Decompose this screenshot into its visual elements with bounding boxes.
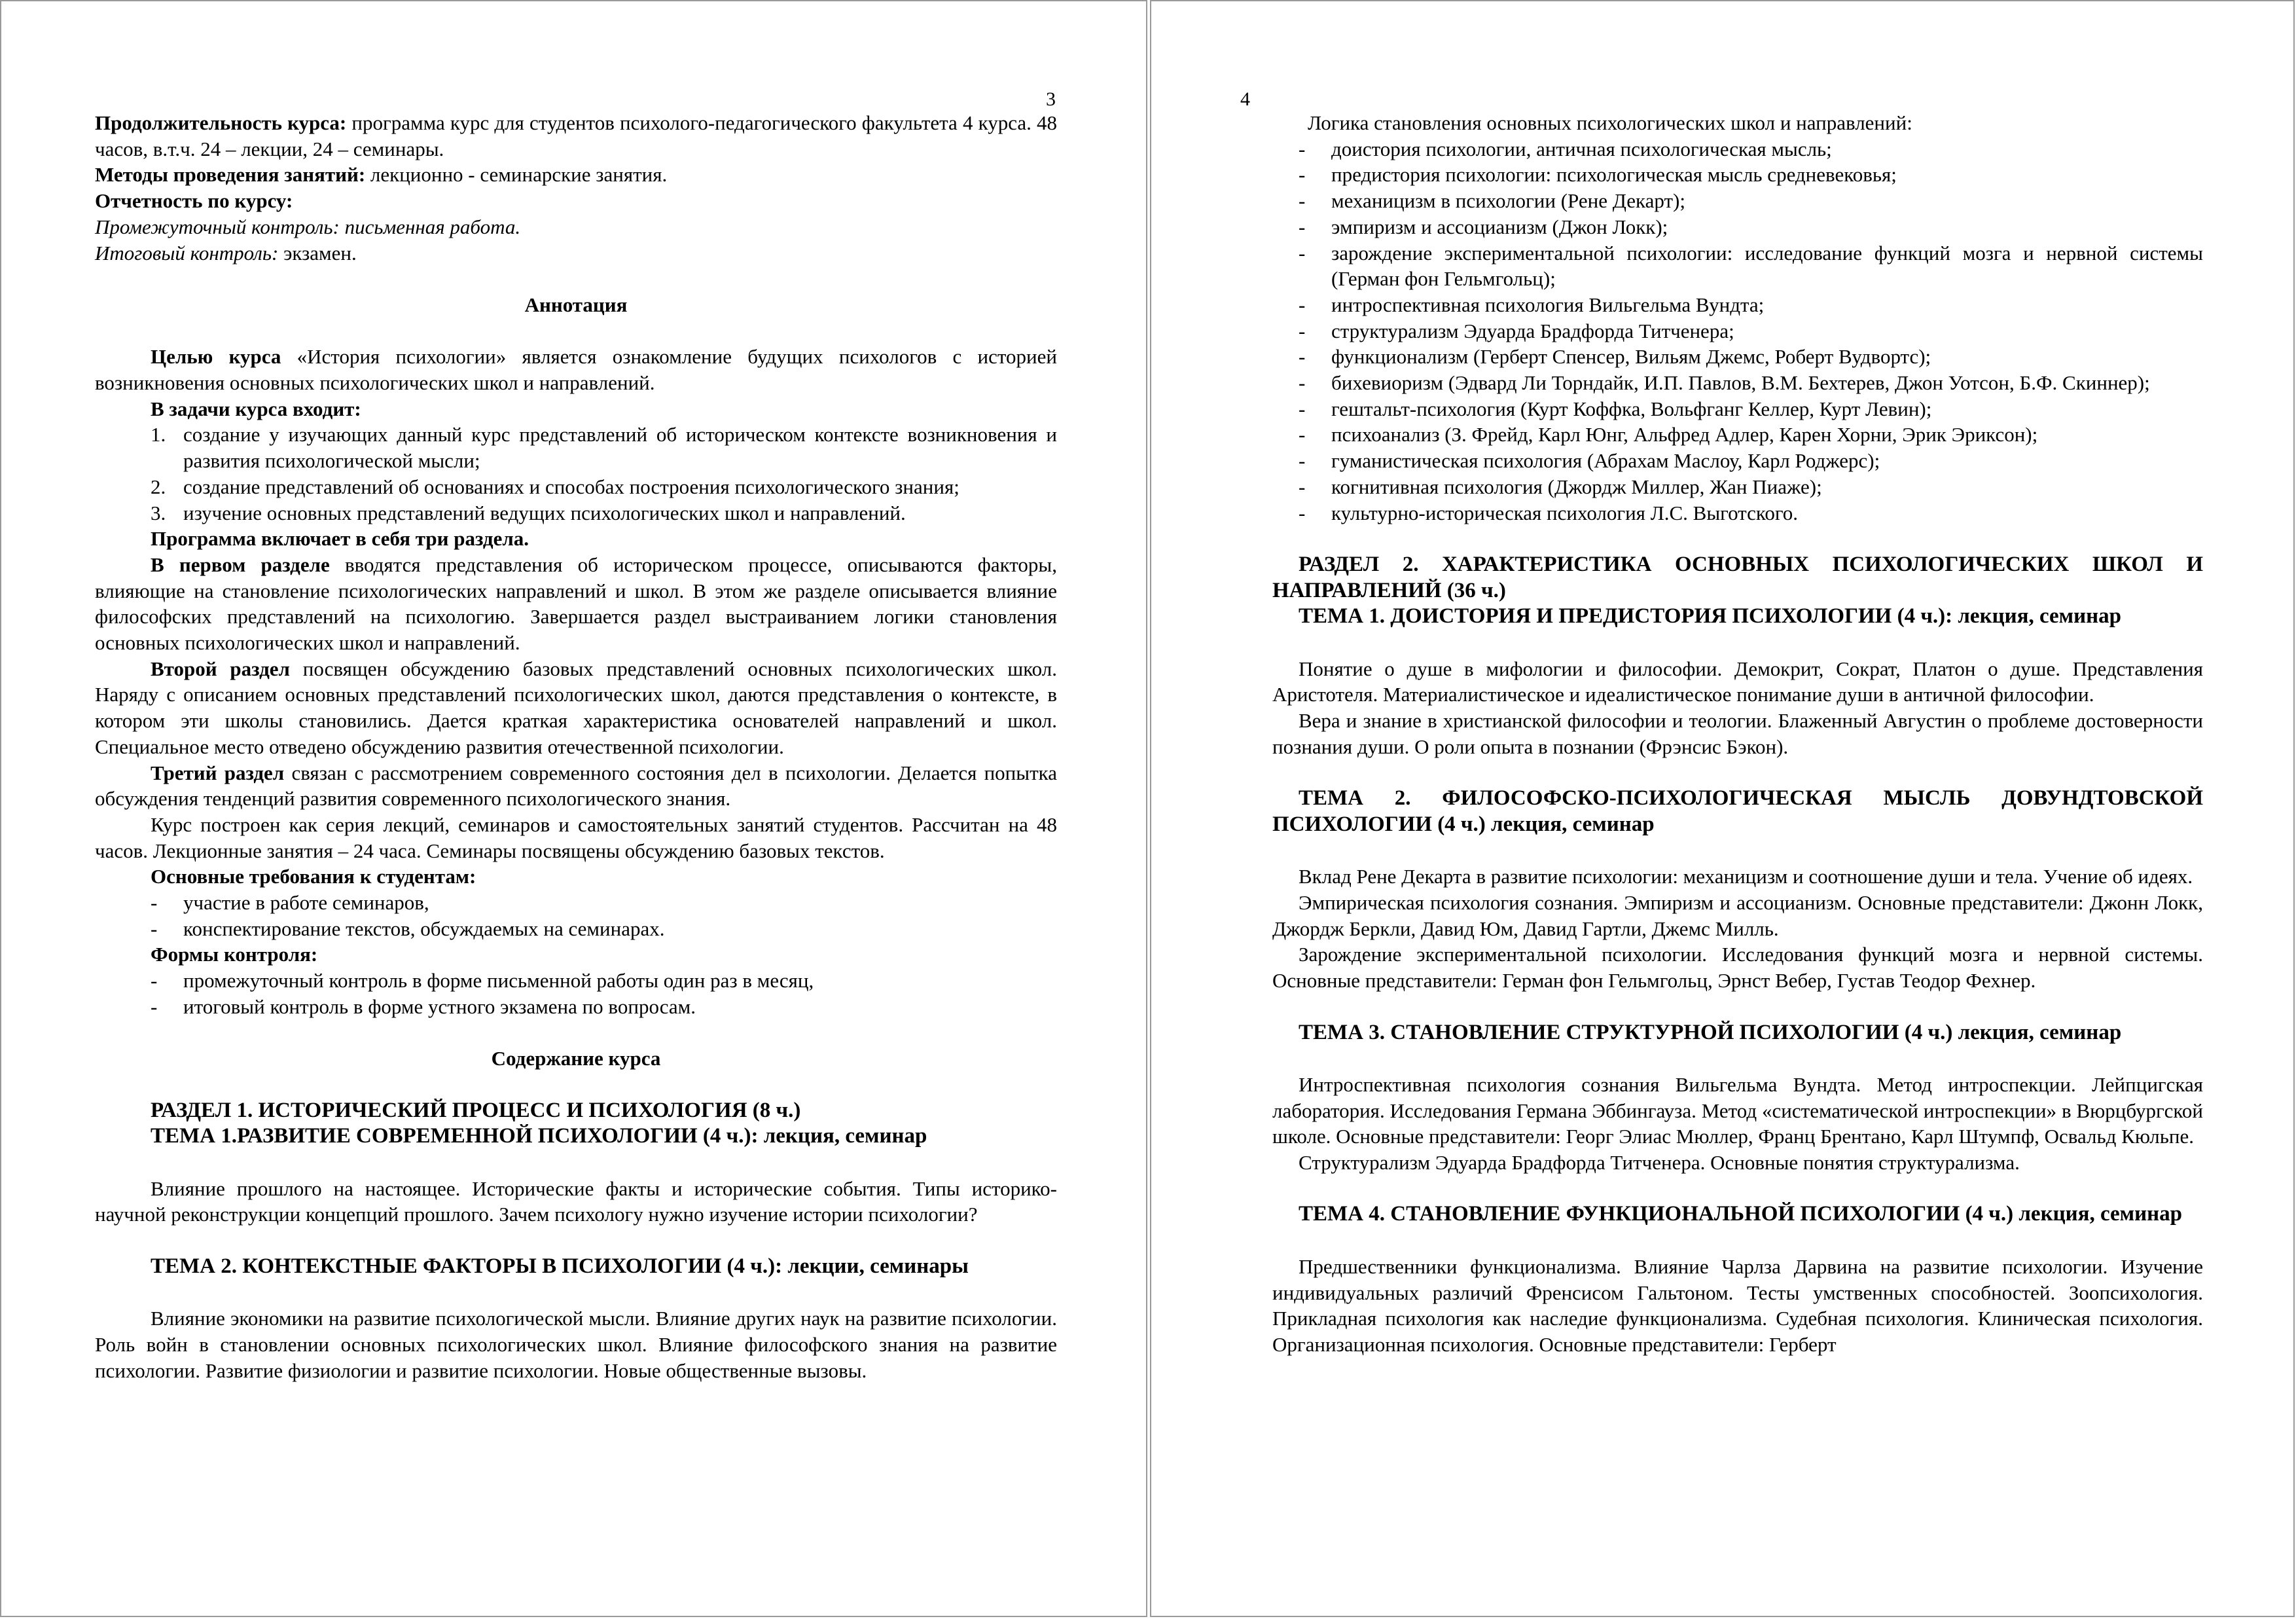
list-item	[1272, 396, 2203, 422]
methods-text: лекционно - семинарские занятия.	[365, 163, 668, 187]
logic-title: Логика становления основных психологических школ и направлений:	[1308, 111, 1912, 134]
topic1-heading: ТЕМА 1. ДОИСТОРИЯ И ПРЕДИСТОРИЯ ПСИХОЛОГИИ (4 ч.): лекция, семинар	[1299, 604, 2122, 629]
item-text: механицизм в психологии (Рене Декарт);	[1331, 189, 1685, 213]
item-text: доистория психологии, античная психологическая мысль;	[1331, 137, 1832, 160]
forms-list	[95, 968, 1057, 1019]
page-number: 4	[1240, 88, 1250, 110]
bullet-dash: -	[1299, 423, 1306, 447]
course-methods	[95, 162, 1057, 188]
course-duration	[95, 110, 1057, 162]
topic4-heading: ТЕМА 4. СТАНОВЛЕНИЕ ФУНКЦИОНАЛЬНОЙ ПСИХОЛОГИИ (4 ч.) лекция, семинар	[1299, 1202, 2183, 1226]
section1-text: вводятся представления об историческом процессе, описываются факторы, влияющие на становление психологических направлений и школ. В этом же разделе описывается влияние философских представлений на психологию. Завершается раздел выстраиванием логики становления основных психологических школ и направлений.	[95, 553, 1057, 655]
list-item	[1272, 240, 2203, 292]
bullet-dash: -	[151, 917, 158, 940]
item-text: бихевиоризм (Эдвард Ли Торндайк, И.П. Павлов, В.М. Бехтерев, Джон Уотсон, Б.Ф. Скиннер);	[1331, 371, 2150, 395]
item-text: создание у изучающих данный курс представлений об историческом контексте возникновения и развития психологической мысли;	[183, 423, 1057, 473]
duration-label: Продолжительность курса:	[95, 111, 347, 134]
item-text: функционализм (Герберт Спенсер, Вильям Джемс, Роберт Вудвортс);	[1331, 345, 1931, 369]
list-item	[1272, 318, 2203, 344]
topic1-paragraph: Влияние прошлого на настоящее. Исторические факты и исторические события. Типы историко-научной реконструкции концепций прошлого. Зачем психологу нужно изучение истории психологии?	[95, 1176, 1057, 1226]
list-item	[1272, 370, 2203, 396]
schools-list	[1272, 136, 2203, 526]
item-text: гештальт-психология (Курт Коффка, Вольфганг Келлер, Курт Левин);	[1331, 397, 1932, 420]
topic3-heading: ТЕМА 3. СТАНОВЛЕНИЕ СТРУКТУРНОЙ ПСИХОЛОГИИ (4 ч.) лекция, семинар	[1299, 1020, 2122, 1044]
item-text: конспектирование текстов, обсуждаемых на семинарах.	[183, 917, 665, 940]
item-text: изучение основных представлений ведущих психологических школ и направлений.	[183, 501, 906, 524]
topic4-paragraph: Предшественники функционализма. Влияние Чарлза Дарвина на развитие психологии. Изучение индивидуальных различий Френсисом Гальтоном. Тесты умственных способностей. Зоопсихология. Прикладная психология как наследие функционализма. Судебная психология. Клиническая психология. Организационная психология. Основные представители: Герберт	[1272, 1254, 2203, 1356]
bullet-dash: -	[1299, 475, 1306, 498]
section3-paragraph	[95, 760, 1057, 812]
list-item	[95, 422, 1057, 473]
bullet-dash: -	[1299, 241, 1306, 264]
final-control-text: экзамен.	[278, 241, 357, 264]
list-item	[1272, 344, 2203, 370]
list-item	[95, 474, 1057, 500]
tasks-list	[95, 422, 1057, 526]
topic2-heading: ТЕМА 2. КОНТЕКСТНЫЕ ФАКТОРЫ В ПСИХОЛОГИИ (4 ч.): лекции, семинары	[151, 1254, 969, 1278]
bullet-dash: -	[1299, 293, 1306, 316]
topic3-paragraph: Интроспективная психология сознания Вильгельма Вундта. Метод интроспекции. Лейпцигская лаборатория. Исследования Германа Эббингауза. Метод «систематической интроспекции» в Вюрцбургской школе. Основные представители: Георг Элиас Мюллер, Франц Брентано, Карл Штумпф, Освальд Кюльпе.	[1272, 1072, 2203, 1148]
goal-paragraph	[95, 344, 1057, 395]
item-text: когнитивная психология (Джордж Миллер, Жан Пиаже);	[1331, 475, 1822, 498]
item-text: промежуточный контроль в форме письменной работы один раз в месяц,	[183, 969, 814, 993]
item-text: гуманистическая психология (Абрахам Маслоу, Карл Роджерс);	[1331, 449, 1880, 473]
list-item	[1272, 422, 2203, 448]
item-text: предистория психологии: психологическая мысль средневековья;	[1331, 163, 1897, 187]
list-item	[1272, 474, 2203, 500]
requirements-title: Основные требования к студентам:	[151, 865, 476, 888]
section2-paragraph	[95, 656, 1057, 760]
interim-control: Промежуточный контроль: письменная работа.	[95, 215, 521, 238]
item-number: 3.	[151, 501, 166, 524]
list-item	[1272, 292, 2203, 318]
list-item	[1272, 188, 2203, 214]
page-3	[0, 0, 1147, 1617]
section1-paragraph	[95, 552, 1057, 656]
final-control	[95, 240, 1057, 266]
list-item	[1272, 162, 2203, 188]
item-text: эмпиризм и ассоцианизм (Джон Локк);	[1331, 215, 1668, 238]
list-item	[1272, 136, 2203, 162]
bullet-dash: -	[1299, 189, 1306, 213]
section2-text: посвящен обсуждению базовых представлений основных психологических школ. Наряду с описанием основных представлений психологических школ, даются представления о контексте, в котором эти школы становились. Дается краткая характеристика основателей направлений и школ. Специальное место отведено обсуждению развития отечественной психологии.	[95, 657, 1057, 758]
section2-label: Второй раздел	[151, 657, 290, 680]
page-4	[1150, 0, 2295, 1617]
bullet-dash: -	[1299, 137, 1306, 160]
page-3-content	[95, 110, 1057, 1383]
page-number: 3	[1046, 88, 1056, 110]
list-item	[95, 500, 1057, 526]
item-text: создание представлений об основаниях и способах построения психологического знания;	[183, 475, 960, 498]
topic2-paragraph: Зарождение экспериментальной психологии. Исследования функций мозга и нервной системы. Основные представители: Герман фон Гельмгольц, Эрнст Вебер, Густав Теодор Фехнер.	[1272, 943, 2203, 993]
final-control-label: Итоговый контроль:	[95, 241, 279, 264]
bullet-dash: -	[151, 994, 158, 1018]
item-text: итоговый контроль в форме устного экзамена по вопросам.	[183, 994, 696, 1018]
topic2-paragraph: Вклад Рене Декарта в развитие психологии: механицизм и соотношение души и тела. Учение об идеях.	[1299, 865, 2193, 888]
item-text: психоанализ (З. Фрейд, Карл Юнг, Альфред Адлер, Карен Хорни, Эрик Эриксон);	[1331, 423, 2038, 447]
list-item	[1272, 448, 2203, 474]
page-4-content	[1272, 110, 2203, 1358]
list-item	[1272, 214, 2203, 240]
item-text: интроспективная психология Вильгельма Вундта;	[1331, 293, 1765, 316]
bullet-dash: -	[1299, 371, 1306, 395]
goal-text: «История психологии» является ознакомление будущих психологов с историей возникновения основных психологических школ и направлений.	[95, 345, 1057, 394]
item-text: участие в работе семинаров,	[183, 891, 429, 915]
topic3-paragraph: Структурализм Эдуарда Брадфорда Титченера. Основные понятия структурализма.	[1299, 1151, 2020, 1175]
item-number: 1.	[151, 423, 166, 447]
bullet-dash: -	[1299, 397, 1306, 420]
program-title: Программа включает в себя три раздела.	[151, 527, 529, 551]
topic1-paragraph: Вера и знание в христианской философии и теологии. Блаженный Августин о проблеме достоверности познания души. О роли опыта в познании (Фрэнсис Бэкон).	[1272, 709, 2203, 758]
section1-label: В первом разделе	[151, 553, 330, 576]
course-paragraph: Курс построен как серия лекций, семинаров и самостоятельных занятий студентов. Рассчитан на 48 часов. Лекционные занятия – 24 часа. Семинары посвящены обсуждению базовых текстов.	[95, 812, 1057, 862]
part1-heading: РАЗДЕЛ 1. ИСТОРИЧЕСКИЙ ПРОЦЕСС И ПСИХОЛОГИЯ (8 ч.)	[151, 1098, 801, 1122]
item-number: 2.	[151, 475, 166, 498]
list-item	[95, 916, 1057, 942]
topic1-heading: ТЕМА 1.РАЗВИТИЕ СОВРЕМЕННОЙ ПСИХОЛОГИИ (4 ч.): лекция, семинар	[151, 1124, 927, 1148]
tasks-title: В задачи курса входит:	[151, 397, 361, 420]
bullet-dash: -	[1299, 449, 1306, 473]
topic1-paragraph: Понятие о душе в мифологии и философии. Демокрит, Сократ, Платон о душе. Представления Аристотеля. Материалистическое и идеалистическое понимание души в античной философии.	[1272, 657, 2203, 706]
item-text: структурализм Эдуарда Брадфорда Титченера;	[1331, 319, 1734, 342]
topic2-paragraph: Эмпирическая психология сознания. Эмпиризм и ассоцианизм. Основные представители: Джонн Локк, Джордж Беркли, Давид Юм, Давид Гартли, Джемс Милль.	[1272, 891, 2203, 940]
requirements-list	[95, 890, 1057, 941]
list-item	[95, 890, 1057, 916]
duration-text: программа курс для студентов психолого-педагогического факультета 4 курса. 48 часов, в.т.ч. 24 – лекции, 24 – семинары.	[95, 111, 1057, 160]
methods-label: Методы проведения занятий:	[95, 163, 366, 187]
bullet-dash: -	[1299, 501, 1306, 524]
topic2-paragraph: Влияние экономики на развитие психологической мысли. Влияние других наук на развитие психологии. Роль войн в становлении основных психологических школ. Влияние философского знания на развитие психологии. Развитие физиологии и развитие психологии. Новые общественные вызовы.	[95, 1307, 1057, 1382]
topic2-heading: ТЕМА 2. ФИЛОСОФСКО-ПСИХОЛОГИЧЕСКАЯ МЫСЛЬ ДОВУНДТОВСКОЙ ПСИХОЛОГИИ (4 ч.) лекция, семинар	[1272, 786, 2203, 836]
list-item	[95, 994, 1057, 1020]
reporting-title: Отчетность по курсу:	[95, 189, 293, 213]
annotation-heading: Аннотация	[524, 293, 628, 316]
bullet-dash: -	[1299, 345, 1306, 369]
item-text: зарождение экспериментальной психологии: исследование функций мозга и нервной системы (Герман фон Гельмгольц);	[1331, 241, 2203, 291]
list-item	[1272, 500, 2203, 526]
list-item	[95, 968, 1057, 994]
goal-label: Целью курса	[151, 345, 281, 369]
section3-label: Третий раздел	[151, 761, 285, 784]
bullet-dash: -	[1299, 215, 1306, 238]
contents-heading: Содержание курса	[491, 1047, 661, 1070]
item-text: культурно-историческая психология Л.С. Выготского.	[1331, 501, 1799, 524]
part2-heading: РАЗДЕЛ 2. ХАРАКТЕРИСТИКА ОСНОВНЫХ ПСИХОЛОГИЧЕСКИХ ШКОЛ И НАПРАВЛЕНИЙ (36 ч.)	[1272, 552, 2203, 602]
bullet-dash: -	[151, 891, 158, 915]
forms-title: Формы контроля:	[151, 943, 318, 966]
section3-text: связан с рассмотрением современного состояния дел в психологии. Делается попытка обсуждения тенденций развития современного психологического знания.	[95, 761, 1058, 811]
bullet-dash: -	[151, 969, 158, 993]
bullet-dash: -	[1299, 319, 1306, 342]
bullet-dash: -	[1299, 163, 1306, 187]
